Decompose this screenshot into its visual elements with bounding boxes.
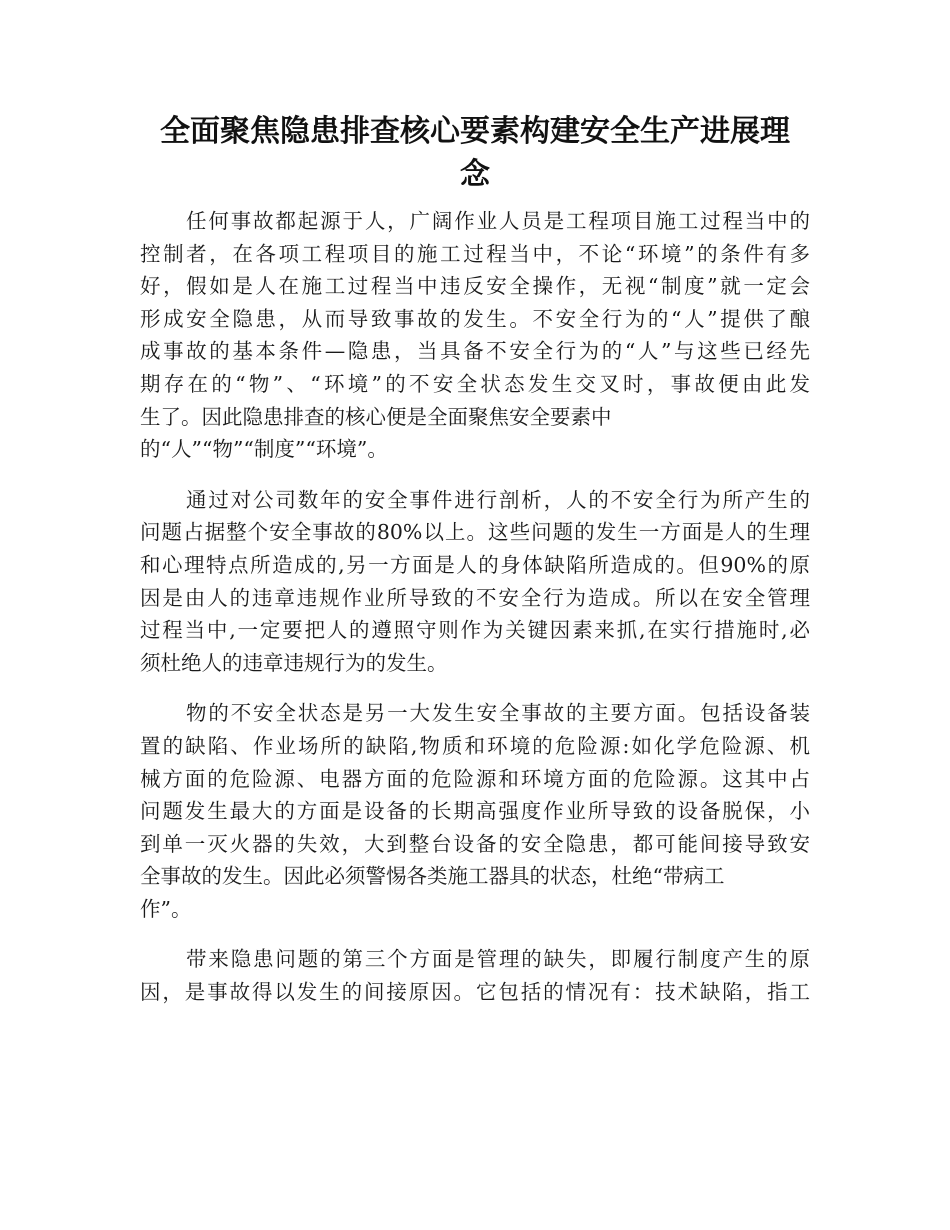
title-line: 全面聚焦隐患排查核心要素构建安全生产进展理 (160, 114, 790, 149)
text-line: 控制者，在各项工程项目的施工过程当中，不论“环境”的条件有多 (140, 241, 810, 266)
text-line: 到单一灭火器的失效，大到整台设备的安全隐患，都可能间接导致安 (140, 831, 810, 856)
text-line: 好，假如是人在施工过程当中违反安全操作，无视“制度”就一定会 (140, 274, 810, 299)
text-line: 的“人”“物”“制度”“环境”。 (140, 437, 388, 462)
text-line: 过程当中,一定要把人的遵照守则作为关键因素来抓,在实行措施时,必 (140, 618, 810, 643)
paragraph-2 (140, 484, 810, 680)
text-line: 全事故的发生。因此必须警惕各类施工器具的状态，杜绝“带病工 (140, 864, 725, 889)
document-title (140, 110, 810, 196)
text-line: 置的缺陷、作业场所的缺陷,物质和环境的危险源:如化学危险源、机 (140, 733, 810, 758)
text-line: 任何事故都起源于人，广阔作业人员是工程项目施工过程当中的 (186, 209, 810, 233)
document-body (140, 205, 810, 1027)
paragraph-1 (140, 205, 810, 466)
text-line: 形成安全隐患，从而导致事故的发生。不安全行为的“人”提供了酿 (140, 306, 810, 331)
text-line: 械方面的危险源、电器方面的危险源和环境方面的危险源。这其中占 (140, 766, 810, 791)
text-line: 带来隐患问题的第三个方面是管理的缺失，即履行制度产生的原 (186, 947, 810, 972)
text-line: 物的不安全状态是另一大发生安全事故的主要方面。包括设备装 (186, 701, 810, 726)
text-line: 通过对公司数年的安全事件进行剖析，人的不安全行为所产生的 (186, 487, 810, 512)
text-line: 因，是事故得以发生的间接原因。它包括的情况有：技术缺陷，指工 (140, 980, 810, 1005)
text-line: 须杜绝人的违章违规行为的发生。 (140, 650, 448, 675)
text-line: 作”。 (140, 896, 192, 921)
text-line: 因是由人的违章违规作业所导致的不安全行为造成。所以在安全管理 (140, 585, 810, 610)
text-line: 问题发生最大的方面是设备的长期高强度作业所导致的设备脱保，小 (140, 799, 810, 824)
text-line: 和心理特点所造成的,另一方面是人的身体缺陷所造成的。但90%的原 (140, 552, 810, 577)
text-line: 问题占据整个安全事故的80%以上。这些问题的发生一方面是人的生理 (140, 520, 810, 545)
text-line: 成事故的基本条件—隐患，当具备不安全行为的“人”与这些已经先 (140, 339, 810, 364)
paragraph-4 (140, 943, 810, 1008)
text-line: 期存在的“物”、“环境”的不安全状态发生交叉时，事故便由此发 (140, 371, 810, 396)
title-line: 念 (460, 157, 490, 192)
text-line: 生了。因此隐患排查的核心便是全面聚焦安全要素中 (140, 404, 612, 429)
paragraph-3 (140, 697, 810, 925)
